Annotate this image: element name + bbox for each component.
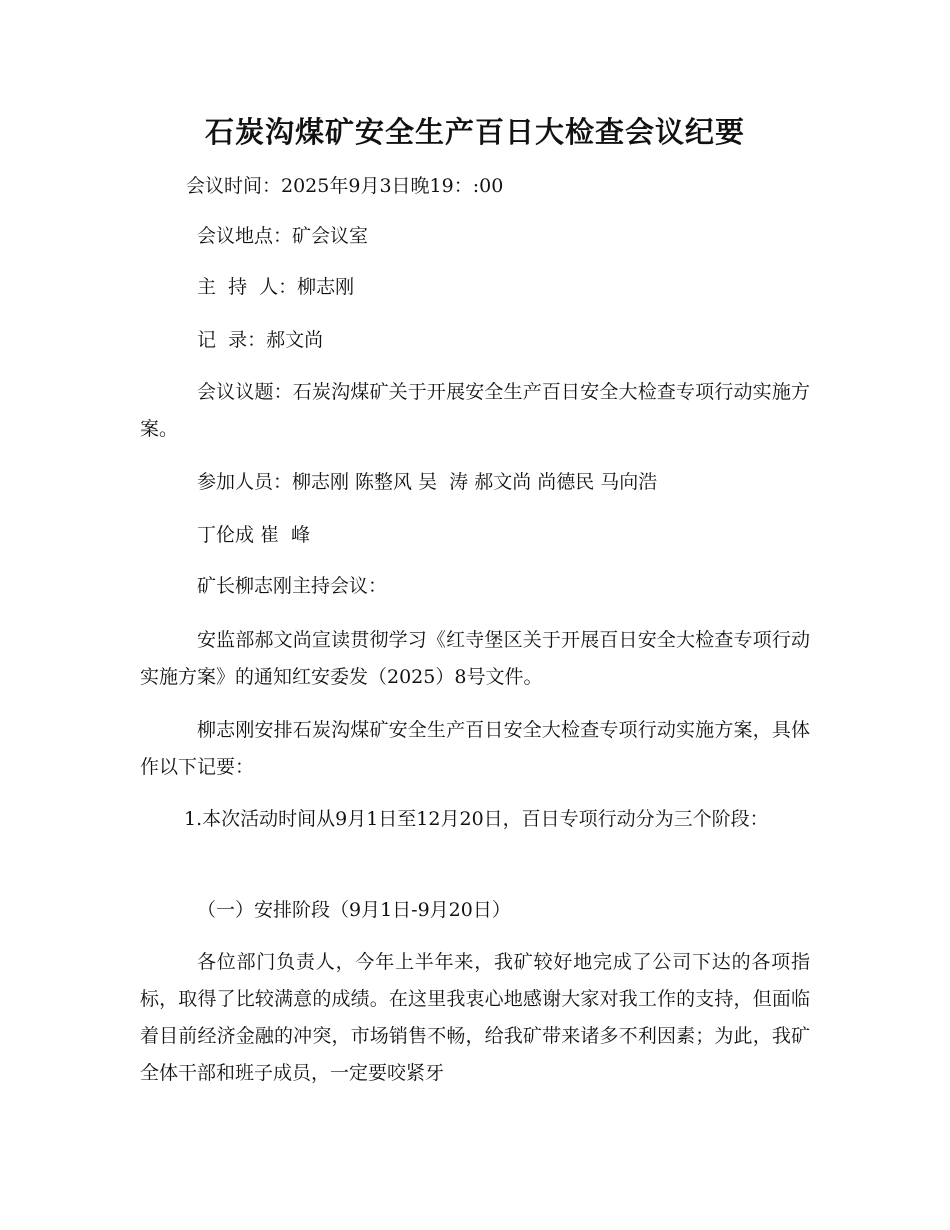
attendees-line-2: 丁伦成 崔 峰	[197, 524, 311, 546]
document-title: 石炭沟煤矿安全生产百日大检查会议纪要	[204, 115, 745, 149]
arrangement-paragraph: 柳志刚安排石炭沟煤矿安全生产百日安全大检查专项行动实施方案，具体作以下记要：	[140, 719, 810, 778]
attendees-line-1: 参加人员：柳志刚 陈整风 吴 涛 郝文尚 尚德民 马向浩	[197, 471, 658, 493]
item-1-paragraph: 1.本次活动时间从9月1日至12月20日，百日专项行动分为三个阶段：	[184, 808, 769, 830]
chair-statement: 矿长柳志刚主持会议：	[197, 575, 388, 597]
meeting-recorder: 记 录：郝文尚	[197, 329, 324, 351]
meeting-place: 会议地点：矿会议室	[197, 225, 369, 247]
meeting-time: 会议时间：2025年9月3日晚19：:00	[186, 175, 504, 197]
meeting-topic: 会议议题：石炭沟煤矿关于开展安全生产百日安全大检查专项行动实施方案。	[140, 381, 810, 440]
reading-paragraph: 安监部郝文尚宣读贯彻学习《红寺堡区关于开展百日安全大检查专项行动实施方案》的通知红安委发（2025）8号文件。	[140, 629, 810, 688]
body-paragraph: 各位部门负责人，今年上半年来，我矿较好地完成了公司下达的各项指标，取得了比较满意的成绩。在这里我衷心地感谢大家对我工作的支持，但面临着目前经济金融的冲突，市场销售不畅，给我矿带来诸多不利因素；为此，我矿全体干部和班子成员，一定要咬紧牙	[140, 951, 810, 1084]
meeting-host: 主 持 人：柳志刚	[197, 276, 355, 298]
phase-1-heading: （一）安排阶段（9月1日-9月20日）	[197, 899, 511, 921]
